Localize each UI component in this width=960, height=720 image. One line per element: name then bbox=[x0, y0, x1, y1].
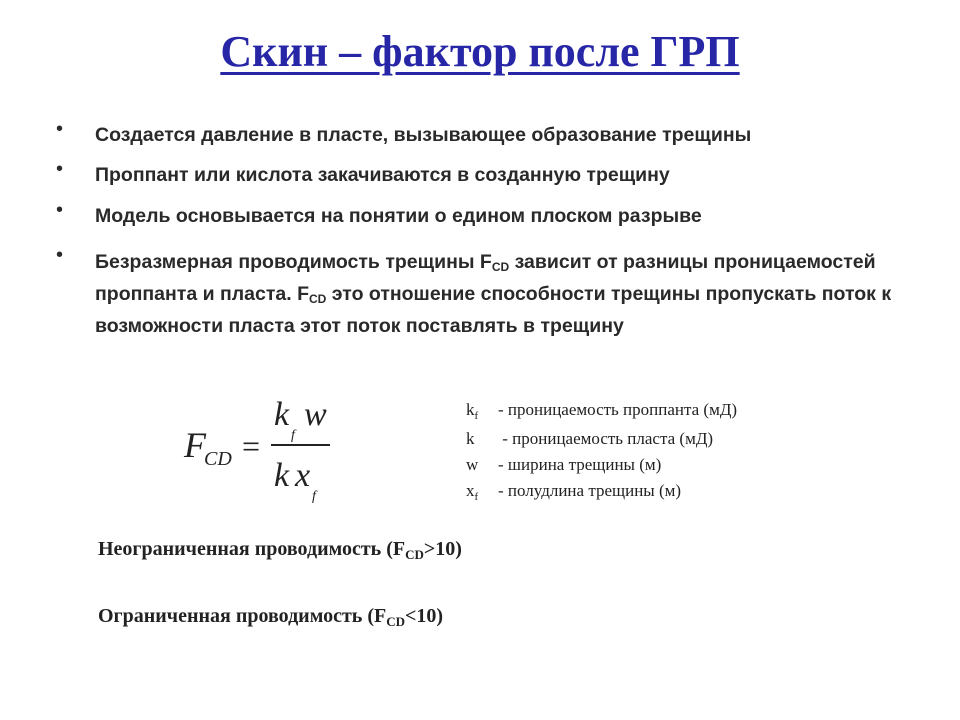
legend-symbol bbox=[466, 455, 498, 475]
note-text: Ограниченная проводимость (F bbox=[98, 605, 387, 627]
bullet-text-part: зависит от разницы проницаемостей проппанта и пласта. F bbox=[95, 251, 876, 305]
bullet-text: Модель основывается на понятии о едином плоском разрыве bbox=[95, 205, 702, 227]
formula-equals: = bbox=[242, 428, 261, 464]
formula-num-k: k bbox=[274, 396, 290, 433]
bullet-text-part: Безразмерная проводимость трещины F bbox=[95, 251, 492, 273]
subscript-cd: CD bbox=[309, 292, 327, 306]
legend-symbol bbox=[466, 481, 498, 501]
subscript-cd: CD bbox=[405, 547, 424, 562]
bullet-text: Создается давление в пласте, вызывающее образование трещины bbox=[95, 124, 752, 146]
formula-num-sub: f bbox=[291, 428, 295, 443]
legend-symbol bbox=[466, 429, 498, 449]
bullet-text-part: это отношение способности трещины пропускать поток к возможности пласта этот поток поставлять в трещину bbox=[95, 283, 892, 337]
bullet-dot: • bbox=[56, 199, 64, 221]
legend-symbol-sub: f bbox=[474, 410, 479, 422]
legend-symbol bbox=[466, 400, 498, 420]
legend-row bbox=[466, 400, 737, 420]
legend-desc: - проницаемость проппанта (мД) bbox=[498, 400, 738, 419]
legend-symbol-letter: k bbox=[466, 400, 475, 419]
bullet-dot: • bbox=[56, 158, 64, 180]
legend-row bbox=[466, 429, 713, 449]
formula-num-w: w bbox=[304, 396, 327, 433]
formula-den-k: k bbox=[274, 457, 290, 494]
formula-lhs-sub: CD bbox=[204, 448, 232, 470]
note-text: <10) bbox=[405, 605, 444, 627]
bullet-dot: • bbox=[56, 244, 64, 266]
subscript-cd: CD bbox=[491, 260, 510, 274]
legend-row bbox=[466, 455, 661, 475]
fcd-formula bbox=[178, 395, 348, 515]
legend-row bbox=[466, 481, 681, 501]
formula-den-x: x bbox=[295, 457, 311, 494]
legend-desc: - полудлина трещины (м) bbox=[498, 481, 682, 500]
legend-symbol-letter: x bbox=[466, 481, 475, 500]
legend-symbol-letter: k bbox=[466, 429, 475, 448]
legend-desc: - ширина трещины (м) bbox=[498, 455, 662, 474]
slide-title-text: Скин – фактор после ГРП bbox=[220, 27, 740, 76]
slide-title bbox=[0, 22, 960, 82]
unlimited-conductivity-note bbox=[98, 538, 462, 561]
subscript-cd: CD bbox=[386, 614, 406, 629]
bullet-text-fcd bbox=[95, 246, 935, 342]
bullet-dot: • bbox=[56, 118, 64, 140]
formula-lhs: F bbox=[184, 425, 206, 465]
formula-den-sub: f bbox=[312, 489, 316, 504]
bullet-text: Проппант или кислота закачиваются в созданную трещину bbox=[95, 164, 670, 186]
legend-symbol-letter: w bbox=[466, 455, 479, 474]
note-text: >10) bbox=[423, 538, 462, 560]
note-text: Неограниченная проводимость (F bbox=[98, 538, 406, 560]
legend-desc: - проницаемость пласта (мД) bbox=[498, 429, 714, 448]
limited-conductivity-note bbox=[98, 605, 443, 628]
legend-symbol-sub: f bbox=[474, 491, 479, 503]
